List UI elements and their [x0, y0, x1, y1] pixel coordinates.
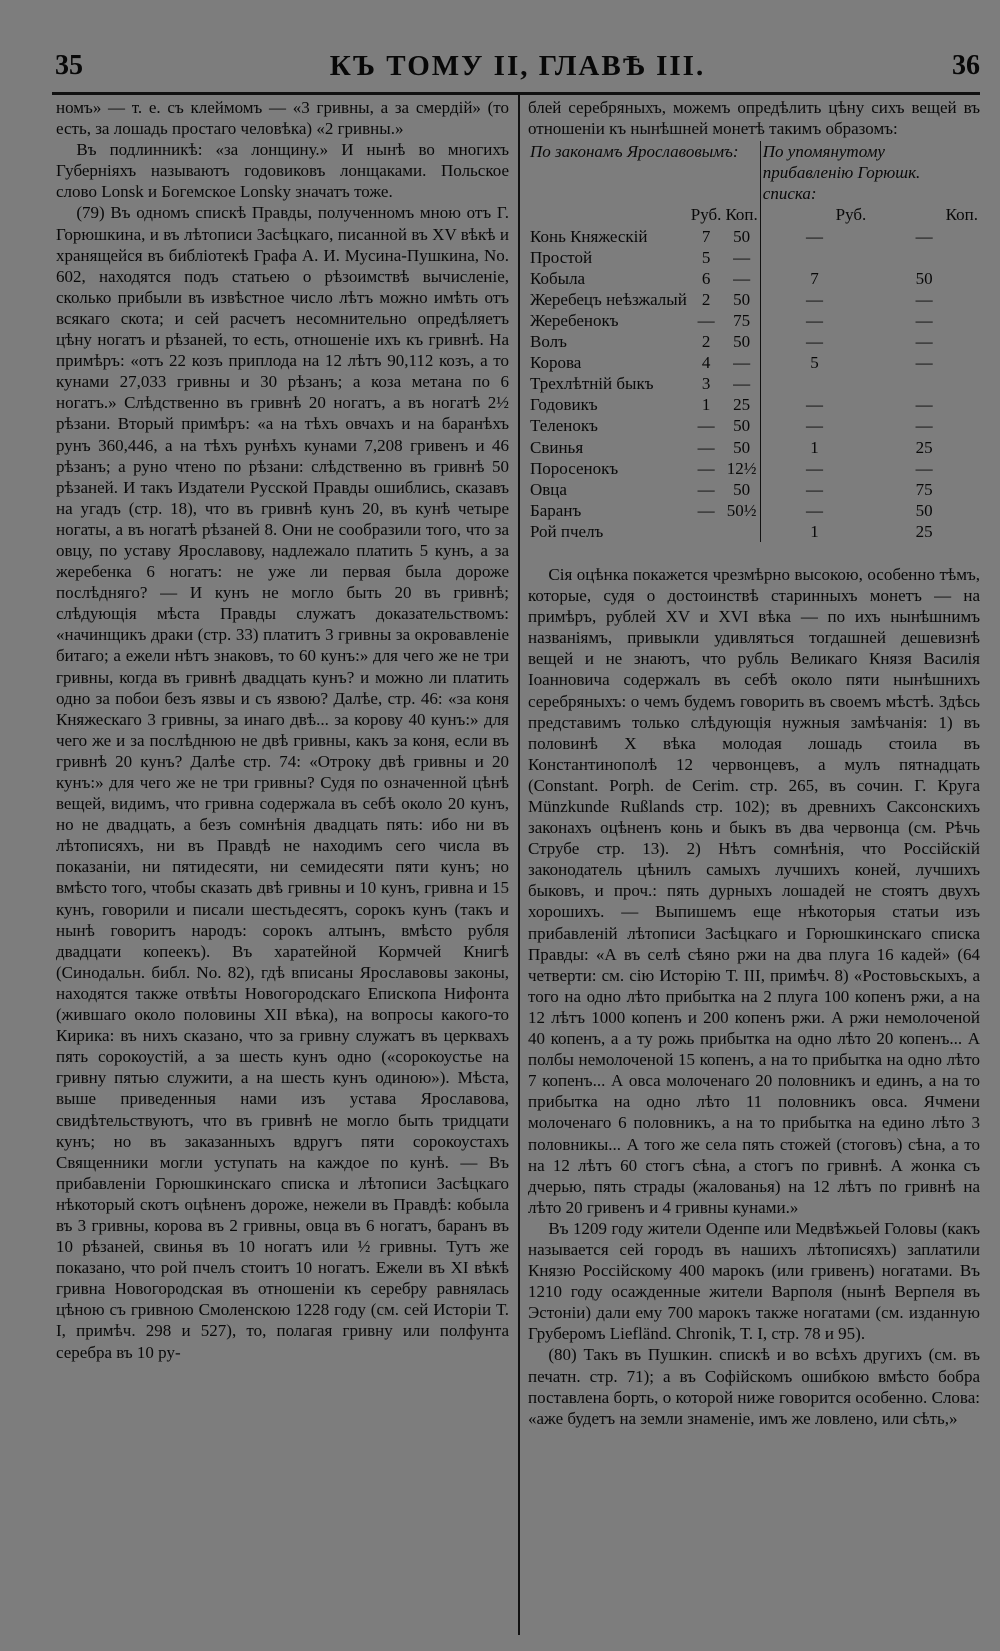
price-rub-goryushkin — [760, 247, 868, 268]
price-rub-goryushkin — [760, 373, 868, 394]
item-name: Годовикъ — [530, 395, 598, 415]
price-rub-yaroslav: 6 — [701, 268, 711, 288]
item-name: Кобыла — [530, 268, 586, 288]
table-row — [528, 247, 980, 268]
price-kop-goryushkin: 50 — [915, 500, 933, 520]
price-kop-goryushkin: 25 — [915, 437, 933, 457]
price-rub-yaroslav: 5 — [701, 247, 711, 267]
table-row — [528, 458, 980, 479]
price-kop-goryushkin: 75 — [915, 479, 933, 499]
price-rub-goryushkin: — — [806, 395, 824, 415]
item-name: Овца — [530, 479, 567, 499]
right-intro: блей серебряныхъ, можемъ опредѣлить цѣну сихъ вещей въ отношеніи къ нынѣшней монетѣ такимъ образомъ: — [528, 98, 980, 139]
unit-rub: Руб. — [690, 205, 722, 225]
page-number-left: 35 — [55, 50, 83, 81]
price-rub-goryushkin: — — [806, 332, 824, 352]
left-column — [56, 97, 509, 1363]
price-rub-yaroslav: 1 — [701, 395, 711, 415]
right-paragraph: Въ 1209 году жители Оденпе или Медвѣжьей Головы (какъ называется сей городъ въ нашихъ лѣтописяхъ) заплатили Князю Россійскому 400 марокъ (или гривенъ) ногатами. Въ 1210 году осажденные жители Варполя (нынѣ Верпеля въ Эстоніи) дали ему 700 марокъ также ногатами (см. изданную Груберомъ Liefländ. Chronik, Т. I, стр. 78 и 95). — [528, 1218, 980, 1344]
price-kop-yaroslav: — — [723, 247, 760, 268]
price-kop-goryushkin: — — [915, 416, 933, 436]
price-kop-goryushkin: — — [915, 332, 933, 352]
table-head-left: По законамъ Ярославовымъ: — [528, 141, 760, 204]
price-rub-yaroslav: — — [697, 479, 715, 499]
price-rub-goryushkin: — — [806, 289, 824, 309]
price-rub-yaroslav: — — [697, 310, 715, 330]
price-kop-yaroslav: 12½ — [723, 458, 760, 479]
table-row — [528, 394, 980, 415]
price-rub-goryushkin: — — [806, 226, 824, 246]
table-head-right: По упомянутому прибавленію Горюшк. списка: — [762, 142, 921, 204]
price-table-body — [528, 226, 980, 542]
item-name: Корова — [530, 353, 582, 373]
item-name: Простой — [530, 247, 593, 267]
unit-kop: Коп. — [945, 205, 978, 225]
price-kop-yaroslav — [723, 521, 760, 542]
price-rub-goryushkin: — — [806, 310, 824, 330]
price-rub-goryushkin: 5 — [810, 353, 819, 373]
table-units-row — [528, 204, 980, 225]
price-kop-yaroslav: 50 — [723, 415, 760, 436]
item-name: Поросенокъ — [530, 458, 619, 478]
price-rub-goryushkin: — — [806, 479, 824, 499]
price-kop-yaroslav: — — [723, 373, 760, 394]
price-kop-goryushkin — [868, 373, 980, 394]
column-divider — [518, 95, 520, 1635]
page-number-right: 36 — [952, 50, 980, 81]
table-row — [528, 226, 980, 247]
table-row — [528, 500, 980, 521]
price-rub-goryushkin: — — [806, 416, 824, 436]
price-rub-yaroslav: 2 — [701, 332, 711, 352]
table-row — [528, 268, 980, 289]
left-paragraph: номъ» — т. е. съ клеймомъ — «3 гривны, а за смердій» (то есть, за лошадь простаго человѣка) «2 гривны.» — [56, 98, 509, 139]
price-kop-goryushkin: — — [915, 310, 933, 330]
item-name: Волъ — [530, 332, 567, 352]
price-rub-yaroslav: — — [697, 437, 715, 457]
running-title: КЪ ТОМУ II, ГЛАВѢ III. — [329, 50, 706, 82]
price-rub-yaroslav: — — [697, 416, 715, 436]
price-kop-yaroslav: 75 — [723, 310, 760, 331]
price-kop-yaroslav: 50½ — [723, 500, 760, 521]
price-kop-yaroslav: 25 — [723, 394, 760, 415]
unit-kop: Коп. — [723, 204, 760, 225]
item-name: Баранъ — [530, 500, 582, 520]
table-row — [528, 373, 980, 394]
left-paragraph: Въ подлинникѣ: «за лонщину.» И нынѣ во многихъ Губерніяхъ называютъ годовиковъ лонщаками. Польское слово Lonsk и Богемское Lonsky значатъ тоже. — [56, 140, 509, 202]
price-kop-goryushkin: — — [915, 353, 933, 373]
price-kop-goryushkin: — — [915, 458, 933, 478]
price-rub-goryushkin: — — [806, 500, 824, 520]
table-row — [528, 331, 980, 352]
table-row — [528, 289, 980, 310]
price-kop-yaroslav: — — [723, 268, 760, 289]
item-name: Рой пчелъ — [530, 521, 604, 541]
price-kop-yaroslav: 50 — [723, 479, 760, 500]
price-kop-yaroslav: 50 — [723, 289, 760, 310]
table-row — [528, 437, 980, 458]
price-kop-yaroslav: 50 — [723, 226, 760, 247]
price-kop-goryushkin: — — [915, 395, 933, 415]
running-header — [55, 50, 980, 90]
price-kop-goryushkin: 25 — [915, 521, 933, 541]
table-row — [528, 415, 980, 436]
right-column — [528, 97, 980, 1429]
price-rub-yaroslav: 7 — [701, 226, 711, 246]
item-name: Теленокъ — [530, 416, 598, 436]
price-table — [528, 141, 980, 542]
price-rub-goryushkin: 1 — [810, 437, 819, 457]
right-paragraph: Сія оцѣнка покажется чрезмѣрно высокою, особенно тѣмъ, которые, судя о достоинствѣ старинныхъ монетъ — на примѣръ, рублей XV и XVI вѣка — по ихъ нынѣшнимъ названіямъ, привыкли удивляться тогдашней дешевизнѣ вещей и не знаютъ, что рубль Великаго Князя Василія Іоанновича содержалъ въ себѣ около пяти нынѣшнихъ серебряныхъ: о чемъ будемъ говорить въ своемъ мѣстѣ. Здѣсь представимъ только слѣдующія нужныя замѣчанія: 1) въ половинѣ X вѣка молодая лошадь стоила въ Константинополѣ 12 червонцевъ, а мулъ пятнадцать (Constant. Porph. de Cerim. стр. 265, въ сочин. Г. Круга Münzkunde Rußlands стр. 102); въ древнихъ Саксонскихъ законахъ оцѣненъ конь и быкъ въ два червонца (см. Рѣчь Струбе стр. 13). 2) Нѣтъ сомнѣнія, что Россійскій законодатель цѣнилъ самыхъ лучшихъ коней, лучшихъ быковъ, и проч.: пять дурныхъ лошадей не стоятъ двухъ хорошихъ. — Выпишемъ еще нѣкоторыя статьи изъ прибавленій лѣтописи Засѣцкаго и Горюшкинскаго списка Правды: «А въ селѣ сѣяно ржи на два плуга 16 кадей» (64 четверти: см. сію Исторію Т. III, примѣч. 8) «Ростовьскыхъ, а того на одно лѣто прибытка на 2 плуга 100 копенъ ржи, а на 12 лѣтъ 1000 копенъ и 200 копенъ ржи. А ржи немолоченой 40 копенъ, а а ту рожь прибытка на одно лѣто 20 копенъ... А полбы немолоченой 15 копенъ, а на то прибытка на одно лѣто 7 копенъ... А овса молоченаго 20 половникъ и единъ, а на то прибытка на одно лѣто 11 половникъ овса. Ячмени молоченаго 6 половникъ, а на то прибытка на едино лѣто 3 половникы... А того же села пять стожей (стоговъ) сѣна, а то на 12 лѣтъ 60 стогъ сѣна, а стогъ по гривнѣ. А жонка съ дчерью, пять страды (жалованья) на 12 лѣтъ по гривнѣ на лѣто 20 гривенъ и 4 гривны кунами.» — [528, 564, 980, 1217]
price-kop-yaroslav: — — [723, 352, 760, 373]
price-rub-yaroslav: 4 — [701, 353, 711, 373]
item-name: Конь Княжескій — [530, 226, 648, 246]
price-rub-yaroslav: 2 — [701, 289, 711, 309]
note-80: (80) Такъ въ Пушкин. спискѣ и во всѣхъ другихъ (см. въ печатн. стр. 71); а въ Софійскомъ ошибкою вмѣсто бобра поставлена борть, о которой ниже говорится особенно. Слова: «аже будетъ на земли знаменіе, имъ же ловлено, или сѣть,» — [528, 1345, 980, 1428]
price-kop-goryushkin — [868, 247, 980, 268]
price-rub-yaroslav: 3 — [701, 374, 711, 394]
header-rule — [52, 92, 980, 95]
item-name: Трехлѣтній быкъ — [530, 374, 654, 394]
price-rub-yaroslav: — — [697, 500, 715, 520]
price-rub-goryushkin: — — [806, 458, 824, 478]
price-kop-goryushkin: — — [915, 289, 933, 309]
price-kop-yaroslav: 50 — [723, 437, 760, 458]
note-79: (79) Въ одномъ спискѣ Правды, полученномъ мною отъ Г. Горюшкина, и въ лѣтописи Засѣцкаго, писанной въ XV вѣкѣ и хранящейся въ библіотекѣ Графа А. И. Мусина-Пушкина, No. 602, находятся подъ статьею о рѣзоимствѣ вычисленіе, сколько прибыли въ извѣстное число лѣтъ можно имѣть отъ всякаго скота; и сей расчетъ несомнительно опредѣляетъ цѣну ногатъ и рѣзаней, то есть, отношеніе ихъ къ гривнѣ. На примѣръ: «отъ 22 козъ приплода на 12 лѣтъ 90,112 козъ, а то кунами 27,033 гривны и 30 рѣзанъ; а коза метана по 6 ногатъ.» Слѣдственно въ гривнѣ 20 ногатъ, а въ ногатѣ 2½ рѣзани. Вторый примѣръ: «а на тѣхъ овчахъ и на баранѣхъ рунъ 360,446, а на тѣхъ рунѣхъ кунами 7,208 гривенъ и 46 рѣзанъ; а руно чтено по рѣзани: слѣдственно въ гривнѣ 50 рѣзаней. И такъ Издатели Русской Правды ошиблись, сказавъ на угадъ (стр. 18), что въ гривнѣ кунъ 20, въ кунѣ четыре ногаты, а въ ногатѣ рѣзаней 8. Они не сообразили того, что за овцу, по уставу Ярославову, надлежало платить 5 кунъ, а за жеребенка 6 ногатъ: не уже ли первая была дороже послѣдняго? — И кунъ не могло быть 20 въ гривнѣ; слѣдующія мѣста Правды служатъ доказательствомъ: «начинщикъ драки (стр. 33) платитъ 3 гривны за окровавленіе битаго; а ежели нѣтъ знаковъ, то 60 кунъ:» для чего же не три гривны, когда въ гривнѣ двадцать кунъ? и можно ли платить одно за побои безъ язвы и съ язвою? Далѣе, стр. 46: «за коня Княжескаго 3 гривны, за инаго двѣ... за корову 40 кунъ:» для чего же и за послѣднюю не двѣ гривны, какъ за коня, если въ гривнѣ 20 кунъ? Далѣе стр. 74: «Отроку двѣ гривны и 20 кунъ:» для чего же не три гривны? Судя по означенной цѣнѣ вещей, видимъ, что гривна содержала въ себѣ около 20 кунъ, но не двадцать, а безъ сомнѣнія двадцать пять: ибо ни въ лѣтописяхъ, ни въ Правдѣ не находимъ сего числа въ показаніи, ни пятидесяти, ни семидесяти пяти кунъ; но вмѣсто того, чтобы сказать двѣ гривны и 10 кунъ, гривна и 15 кунъ, говорили и писали шестьдесятъ, сорокъ кунъ (такъ и нынѣ говоритъ народъ: сорокъ алтынъ, вмѣсто рубля двадцати копеекъ). Въ харатейной Кормчей Книгѣ (Синодальн. библ. No. 82), гдѣ вписаны Ярославовы законы, находятся также отвѣты Новогородскаго Епископа Нифонта (жившаго около половины XII вѣка), на вопросы какого-то Кирика: въ нихъ сказано, что за гривну служатъ въ церквахъ пять сорокоустій, а за шесть кунъ одно («сорокоустье на гривну пятью служити, а на шесть кунъ одиною»). Мѣста, выше приведенныя нами изъ устава Ярославова, свидѣтельствуютъ, что въ гривнѣ не могло быть тридцати кунъ; но въ заказанныхъ вдругъ пяти сорокоустахъ Священники могли уступать на каждое по кунѣ. — Въ прибавленіи Горюшкинскаго списка и лѣтописи Засѣцкаго нѣкоторый скотъ оцѣненъ дороже, нежели въ Правдѣ: кобыла въ 3 гривны, корова въ 2 гривны, овца въ 6 ногатъ, баранъ въ 10 рѣзаней, свинья въ 10 ногатъ или ½ гривны. Тутъ же показано, что рой пчелъ стоитъ 10 ногатъ. Ежели въ XI вѣкѣ гривна Новогородская въ отношеніи къ серебру равнялась цѣною съ гривною Смоленскою 1228 году (см. сей Исторіи Т. I, примѣч. 298 и 527), то, полагая гривну или полфунта серебра въ 10 ру- — [56, 203, 509, 1362]
item-name: Жеребенокъ — [530, 310, 619, 330]
table-row — [528, 310, 980, 331]
item-name: Жеребецъ неѣзжалый — [530, 289, 687, 309]
price-rub-goryushkin: 7 — [810, 268, 819, 288]
price-rub-yaroslav — [689, 521, 724, 542]
item-name: Свинья — [530, 437, 584, 457]
price-kop-goryushkin: 50 — [915, 268, 933, 288]
table-row — [528, 521, 980, 542]
unit-rub: Руб. — [835, 205, 867, 225]
price-rub-goryushkin: 1 — [810, 521, 819, 541]
table-row — [528, 479, 980, 500]
price-kop-yaroslav: 50 — [723, 331, 760, 352]
price-kop-goryushkin: — — [915, 226, 933, 246]
table-row — [528, 352, 980, 373]
price-rub-yaroslav: — — [697, 458, 715, 478]
